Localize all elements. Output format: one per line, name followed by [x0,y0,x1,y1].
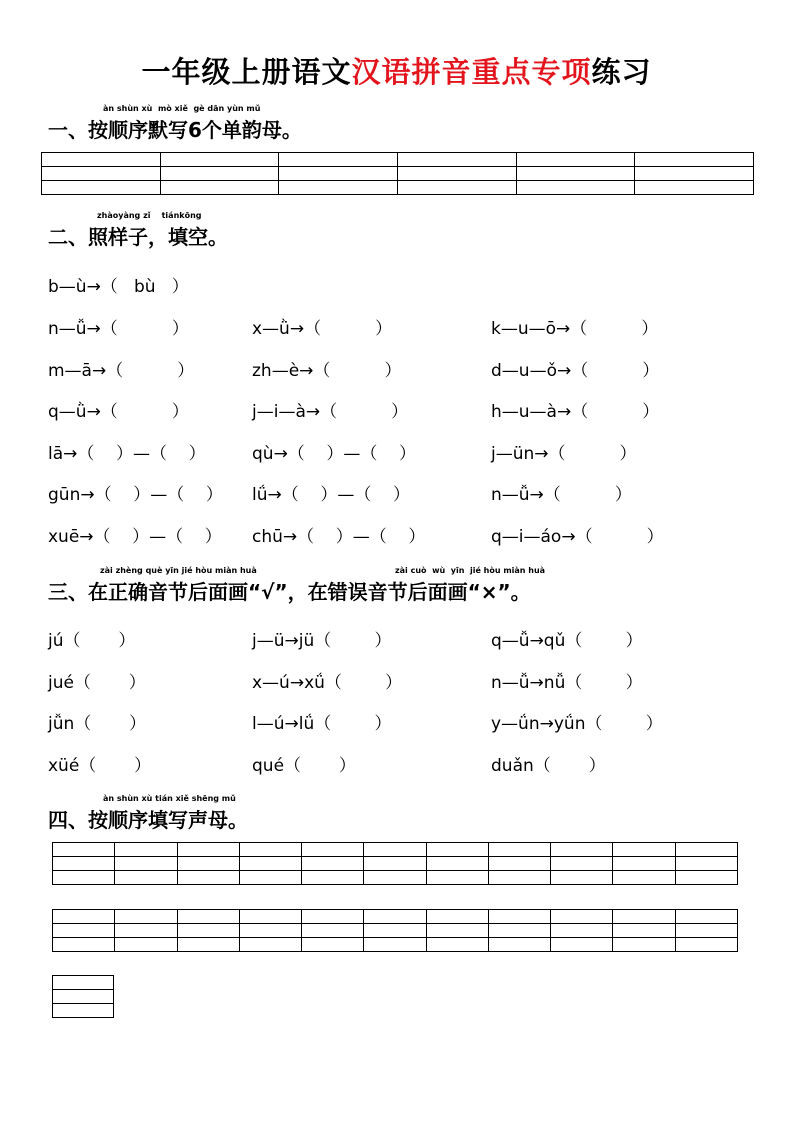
section3-pinyin-1: zài zhèng què yīn jié hòu miàn huà [100,566,257,575]
exercise3-item[interactable]: j—ü→jü（ ） [252,631,392,651]
exercise3-item[interactable]: q—ǚ→qǔ（ ） [491,631,643,651]
section3-heading: 三、在正确音节后面画“√”，在错误音节后面画“×”。 [48,580,531,604]
exercise2-item[interactable]: d—u—ǒ→（ ） [491,361,660,381]
consonant-grid-1[interactable] [52,842,738,885]
section4-pinyin: àn shùn xù tián xiě shēng mǔ [103,794,236,803]
exercise2-item[interactable]: xuē→（ ）—（ ） [48,527,222,547]
exercise3-item[interactable]: jué（ ） [48,673,146,693]
exercise2-item[interactable]: zh—è→（ ） [252,361,402,381]
consonant-grid-3[interactable] [52,975,114,1018]
exercise3-item[interactable]: jǚn（ ） [48,714,147,734]
consonant-grid-2[interactable] [52,909,738,952]
section1-heading: 一、按顺序默写6个单韵母。 [48,118,302,142]
exercise2-item[interactable]: m—ā→（ ） [48,361,195,381]
exercise3-item[interactable]: xüé（ ） [48,756,152,776]
exercise2-item[interactable]: lǘ→（ ）—（ ） [252,485,410,505]
exercise2-example: b—ù→（ bù ） [48,277,189,297]
exercise2-item[interactable]: x—ǜ→（ ） [252,319,393,339]
exercise3-item[interactable]: l—ú→lǘ（ ） [252,714,392,734]
section1-pinyin: àn shùn xù mò xiě gè dān yùn mǔ [103,104,261,113]
exercise2-item[interactable]: chū→（ ）—（ ） [252,527,426,547]
title-part2: 练习 [591,55,652,89]
page-title [0,50,793,91]
exercise2-item[interactable]: k—u—ō→（ ） [491,319,659,339]
exercise2-item[interactable]: qù→（ ）—（ ） [252,444,417,464]
exercise2-item[interactable]: lā→（ ）—（ ） [48,444,206,464]
exercise2-item[interactable]: n—ǚ→（ ） [48,319,189,339]
exercise2-item[interactable]: j—i—à→（ ） [252,402,409,422]
exercise3-item[interactable]: jú（ ） [48,631,136,651]
section3-pinyin-2: zài cuò wù yīn jié hòu miàn huà [395,566,546,575]
section2-pinyin: zhàoyàng zǐ tiánkōng [97,211,202,220]
exercise2-item[interactable]: q—ǜ→（ ） [48,402,189,422]
exercise3-item[interactable]: qué（ ） [252,756,356,776]
exercise3-item[interactable]: n—ǚ→nǚ（ ） [491,673,643,693]
vowel-writing-grid[interactable] [41,152,754,195]
exercise3-item[interactable]: x—ú→xǘ（ ） [252,673,403,693]
exercise2-item[interactable]: h—u—à→（ ） [491,402,660,422]
section2-heading: 二、照样子，填空。 [48,225,228,249]
exercise3-item[interactable]: y—ǘn→yǘn（ ） [491,714,663,734]
exercise2-item[interactable]: j—ün→（ ） [491,444,637,464]
section4-heading: 四、按顺序填写声母。 [48,808,248,832]
title-part1: 一年级上册语文 [141,55,352,89]
exercise2-item[interactable]: gūn→（ ）—（ ） [48,485,223,505]
exercise2-item[interactable]: n—ǚ→（ ） [491,485,632,505]
exercise3-item[interactable]: duǎn（ ） [491,756,606,776]
exercise2-item[interactable]: q—i—áo→（ ） [491,527,664,547]
title-highlight: 汉语拼音重点专项 [351,55,592,89]
